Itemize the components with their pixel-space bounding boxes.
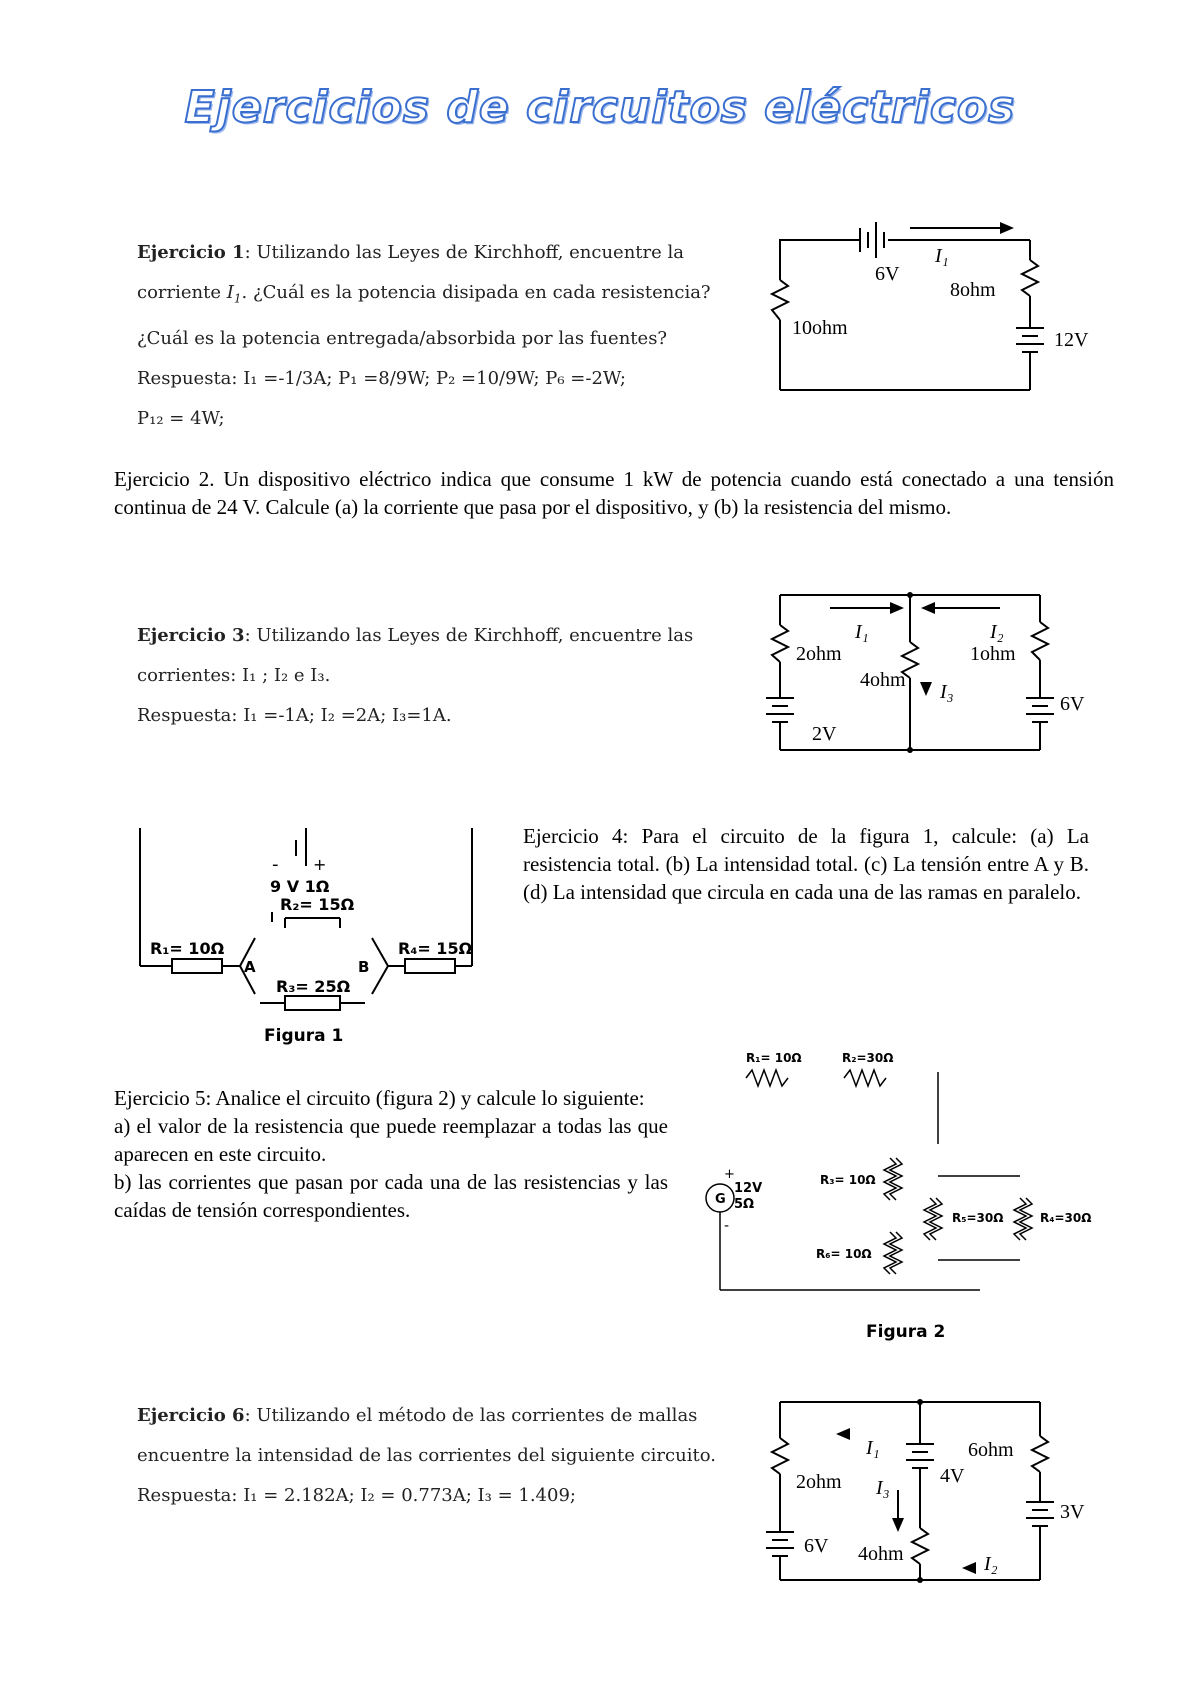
exercise-3-text [137, 616, 737, 736]
circuit6-label-3v: 3V [1060, 1501, 1085, 1523]
figure1-source-label: 9 V 1Ω [270, 877, 330, 896]
circuit3-label-2ohm: 2ohm [796, 643, 842, 665]
exercise-3-answer: Respuesta: I₁ =-1A; I₂ =2A; I₃=1A. [137, 705, 452, 726]
figure-2-caption: Figura 2 [866, 1322, 946, 1342]
exercise-3-line2: corrientes: I₁ ; I₂ e I₃. [137, 665, 331, 686]
current-arrow-icon [1000, 222, 1014, 234]
figure1-r1-label: R₁= 10Ω [150, 939, 225, 958]
figure1-node-b: B [358, 958, 370, 976]
circuit3-label-1ohm: 1ohm [970, 643, 1016, 665]
circuit6-label-6v: 6V [804, 1535, 829, 1557]
current-arrow-icon [920, 682, 932, 696]
figure2-minus: - [724, 1218, 730, 1234]
circuit6-label-6ohm: 6ohm [968, 1439, 1014, 1461]
exercise-1-line2a: corriente [137, 282, 227, 303]
circuit3-label-4ohm: 4ohm [860, 669, 906, 691]
figure2-source-resistance: 5Ω [734, 1197, 755, 1212]
circuit6-label-i2: I₂ [984, 1553, 998, 1575]
circuit6-label-i3: I₃ [876, 1477, 890, 1499]
circuit6-label-2ohm: 2ohm [796, 1471, 842, 1493]
figure1-r3-label: R₃= 25Ω [276, 977, 351, 996]
exercise-2-text: Ejercicio 2. Un dispositivo eléctrico indica que consume 1 kW de potencia cuando está conectado a una tensión continua de 24 V. Calcule (a) la corriente que pasa por el dispositivo, y (b) la resistencia del mismo. [114, 467, 1114, 519]
exercise-1-answer: Respuesta: I₁ =-1/3A; P₁ =8/9W; P₂ =10/9W; P₆ =-2W; [137, 367, 626, 389]
exercise-6-answer: Respuesta: I₁ = 2.182A; I₂ = 0.773A; I₃ = 1.409; [137, 1485, 576, 1506]
circuit1-label-12v: 12V [1054, 329, 1089, 351]
circuit1-label-10ohm: 10ohm [792, 317, 848, 339]
circuit3-label-6v: 6V [1060, 693, 1085, 715]
circuit-diagram-3 [760, 580, 1085, 780]
figure-1-caption: Figura 1 [264, 1026, 344, 1046]
figure2-r3-label: R₃= 10Ω [820, 1173, 876, 1187]
exercise-5-line2: a) el valor de la resistencia que puede reemplazar a todas las que aparecen en este circuito. [114, 1114, 668, 1166]
exercise-1-var: I [226, 282, 234, 303]
circuit3-label-i3: I₃ [940, 681, 954, 703]
circuit1-label-i1: I₁ [935, 245, 949, 267]
figure1-plus: + [313, 855, 327, 874]
figure2-r1-label: R₁= 10Ω [746, 1051, 802, 1065]
exercise-3-label: Ejercicio 3 [137, 625, 245, 646]
exercise-6-label: Ejercicio 6 [137, 1405, 245, 1426]
current-arrow-icon [962, 1562, 976, 1574]
figure1-minus: - [272, 854, 279, 875]
figure-2-diagram [690, 1040, 1110, 1320]
current-arrow-icon [836, 1428, 850, 1440]
page-title: Ejercicios de circuitos eléctricos [184, 82, 1016, 133]
figure2-plus: + [724, 1167, 735, 1182]
exercise-3-line1: : Utilizando las Leyes de Kirchhoff, encuentre las [244, 625, 694, 646]
exercise-1-label: Ejercicio 1 [137, 242, 245, 263]
circuit1-label-8ohm: 8ohm [950, 279, 996, 301]
figure2-generator-icon: G [715, 1192, 726, 1207]
current-arrow-icon [921, 602, 935, 614]
exercise-6-line2: encuentre la intensidad de las corrientes del siguiente circuito. [137, 1445, 716, 1466]
figure2-source-voltage: 12V [734, 1181, 763, 1196]
circuit6-label-4ohm: 4ohm [858, 1543, 904, 1565]
exercise-1-text [137, 233, 737, 439]
figure-1-diagram [120, 818, 500, 1048]
current-arrow-icon [890, 602, 904, 614]
exercise-1-line3: ¿Cuál es la potencia entregada/absorbida por las fuentes? [137, 327, 668, 349]
exercise-6-text [137, 1396, 737, 1516]
exercise-5-line3: b) las corrientes que pasan por cada una de las resistencias y las caídas de tensión correspondientes. [114, 1170, 668, 1222]
figure1-r4-label: R₄= 15Ω [398, 939, 473, 958]
circuit1-label-6v: 6V [875, 263, 900, 285]
exercise-4-text: Ejercicio 4: Para el circuito de la figura 1, calcule: (a) La resistencia total. (b) La intensidad total. (c) La tensión entre A y B. (d) La intensidad que circula en cada una de las ramas en paralelo. [523, 824, 1089, 904]
circuit-diagram-1 [760, 200, 1089, 400]
figure1-r2-label: R₂= 15Ω [280, 895, 355, 914]
current-arrow-icon [892, 1518, 904, 1532]
exercise-1-line2b: . ¿Cuál es la potencia disipada en cada resistencia? [241, 282, 711, 303]
figure2-r6-label: R₆= 10Ω [816, 1247, 872, 1261]
exercise-5-line1: Ejercicio 5: Analice el circuito (figura 2) y calcule lo siguiente: [114, 1086, 645, 1110]
exercise-1-var-sub: 1 [233, 291, 242, 306]
exercise-1-answer-2: P₁₂ = 4W; [137, 407, 225, 429]
exercise-5-text [114, 1084, 668, 1224]
circuit6-label-i1: I₁ [866, 1437, 880, 1459]
figure2-r4-label: R₄=30Ω [1040, 1211, 1092, 1225]
exercise-1-line1: : Utilizando las Leyes de Kirchhoff, encuentre la [244, 242, 685, 263]
figure1-node-a: A [244, 958, 256, 976]
circuit3-label-i2: I₂ [990, 621, 1004, 643]
circuit-diagram-6 [760, 1390, 1100, 1600]
figure2-r2-label: R₂=30Ω [842, 1051, 894, 1065]
figure2-r5-label: R₅=30Ω [952, 1211, 1004, 1225]
circuit3-label-i1: I₁ [855, 621, 869, 643]
circuit6-label-4v: 4V [940, 1465, 965, 1487]
circuit3-label-2v: 2V [812, 723, 837, 745]
exercise-6-line1: : Utilizando el método de las corrientes de mallas [244, 1405, 698, 1426]
